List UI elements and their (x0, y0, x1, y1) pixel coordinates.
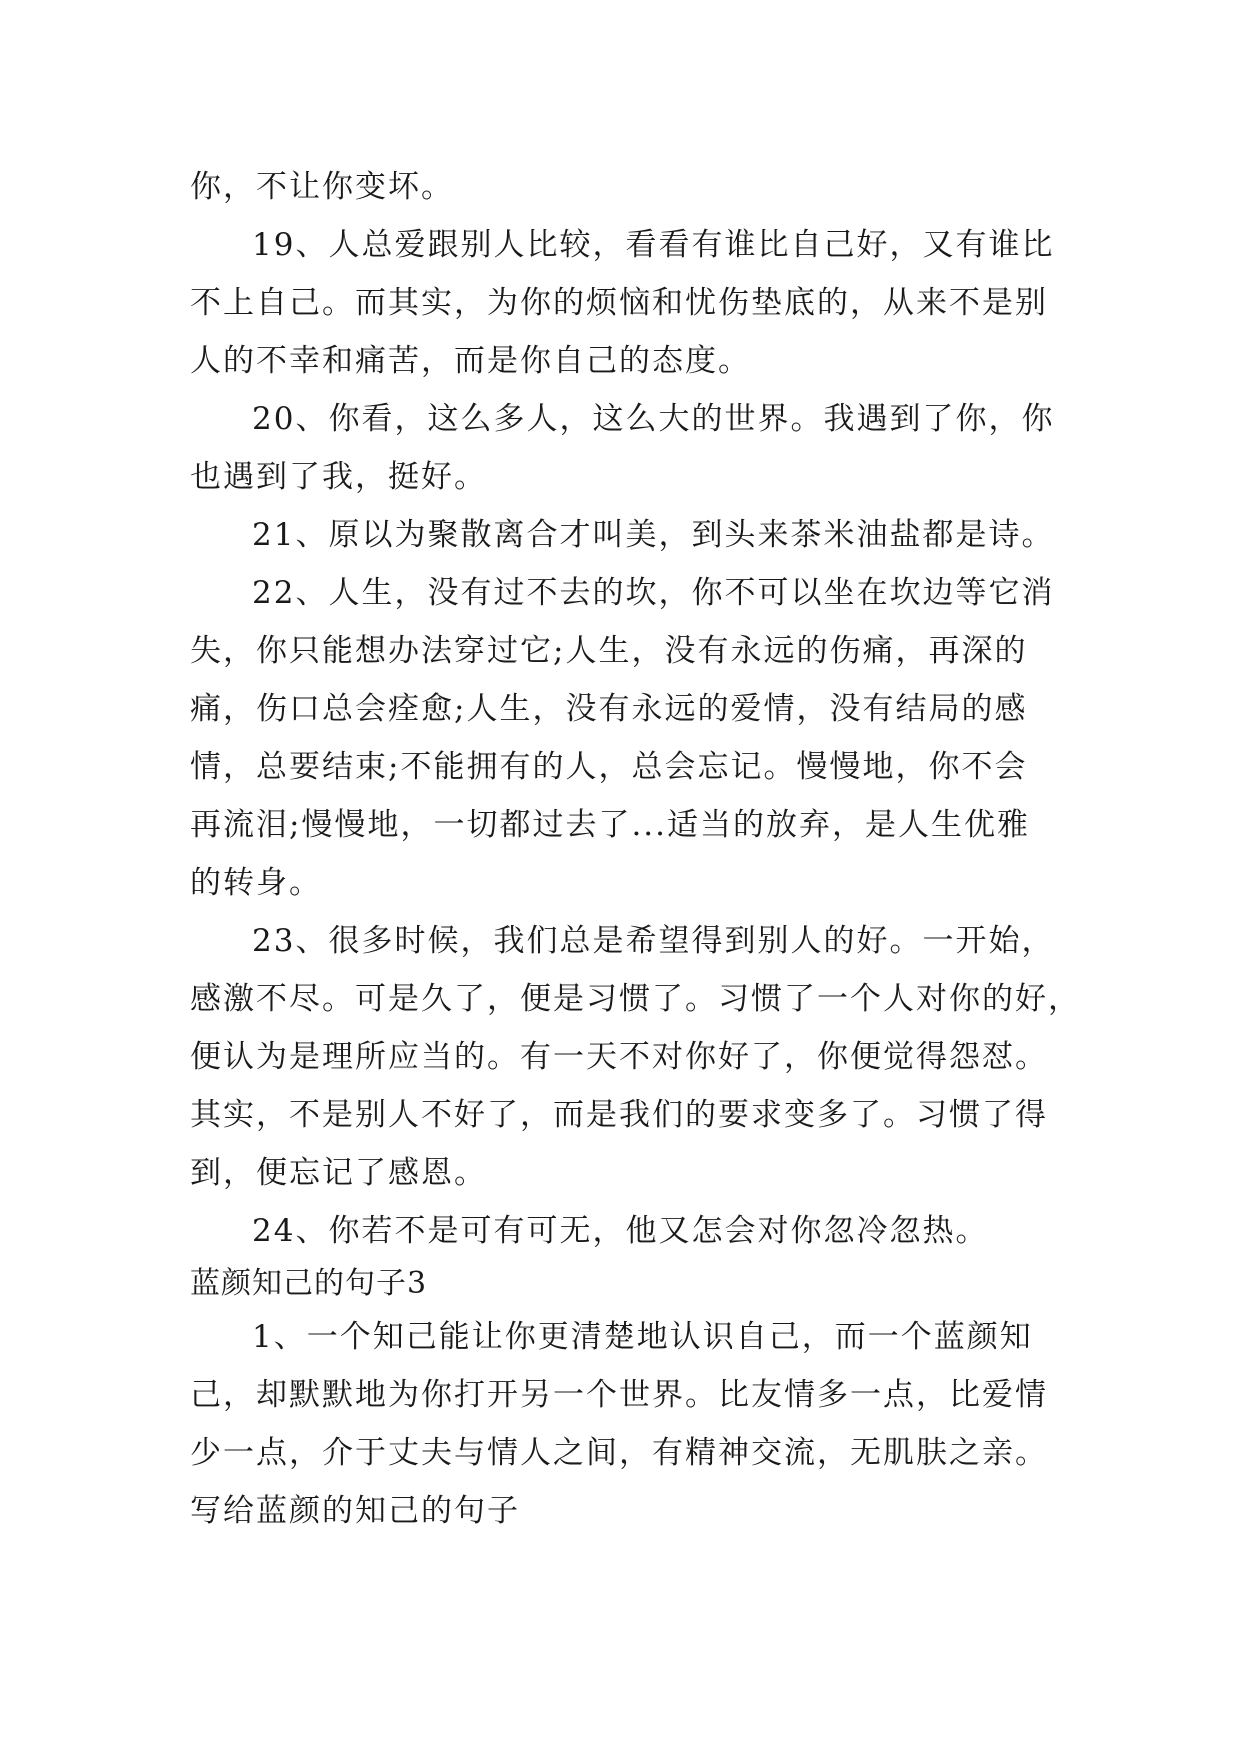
paragraph-line: 己，却默默地为你打开另一个世界。比友情多一点，比爱情 (190, 1377, 1048, 1413)
paragraph-line: 19、人总爱跟别人比较，看看有谁比自己好，又有谁比 (252, 227, 1055, 263)
paragraph-line: 20、你看，这么多人，这么大的世界。我遇到了你，你 (252, 401, 1055, 437)
section-heading: 蓝颜知己的句子3 (190, 1266, 428, 1301)
paragraph-line: 22、人生，没有过不去的坎，你不可以坐在坎边等它消 (252, 575, 1055, 611)
paragraph-line: 也遇到了我，挺好。 (190, 459, 487, 495)
paragraph-line: 到，便忘记了感恩。 (190, 1155, 487, 1191)
document-body (190, 158, 1081, 1540)
paragraph-line: 1、一个知己能让你更清楚地认识自己，而一个蓝颜知 (252, 1319, 1033, 1355)
paragraph-line: 24、你若不是可有可无，他又怎会对你忽冷忽热。 (252, 1213, 989, 1249)
paragraph-line: 人的不幸和痛苦，而是你自己的态度。 (190, 343, 751, 379)
paragraph-line: 21、原以为聚散离合才叫美，到头来茶米油盐都是诗。 (252, 517, 1055, 553)
paragraph-line: 写给蓝颜的知己的句子 (190, 1493, 520, 1529)
paragraph-line: 情，总要结束;不能拥有的人，总会忘记。慢慢地，你不会 (190, 749, 1028, 785)
paragraph-line: 感激不尽。可是久了，便是习惯了。习惯了一个人对你的好， (190, 981, 1081, 1017)
paragraph-line: 少一点，介于丈夫与情人之间，有精神交流，无肌肤之亲。 (190, 1435, 1048, 1471)
paragraph-line: 的转身。 (190, 865, 322, 901)
paragraph-line: 失，你只能想办法穿过它;人生，没有永远的伤痛，再深的 (190, 633, 1028, 669)
paragraph-line: 再流泪;慢慢地，一切都过去了...适当的放弃，是人生优雅 (190, 807, 1031, 843)
paragraph-line: 其实，不是别人不好了，而是我们的要求变多了。习惯了得 (190, 1097, 1048, 1133)
paragraph-line: 便认为是理所应当的。有一天不对你好了，你便觉得怨怼。 (190, 1039, 1048, 1075)
paragraph-line: 你，不让你变坏。 (190, 169, 454, 205)
paragraph-line: 痛，伤口总会痊愈;人生，没有永远的爱情，没有结局的感 (190, 691, 1028, 727)
paragraph-line: 不上自己。而其实，为你的烦恼和忧伤垫底的，从来不是别 (190, 285, 1048, 321)
paragraph-line: 23、很多时候，我们总是希望得到别人的好。一开始， (252, 923, 1055, 959)
